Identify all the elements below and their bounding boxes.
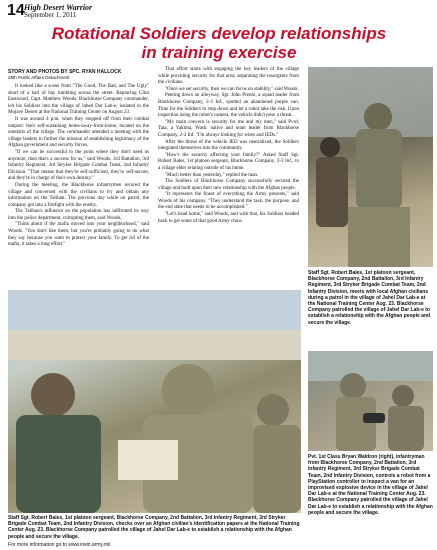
footer-link-text: For more information go to www.irwin.army.mil xyxy=(8,542,111,548)
paragraph: "Once we set security, then we can focus on stability," said Woods. xyxy=(165,86,299,92)
paragraph: It looked like a scene from "The Good, The Bad, and The Ugly" short of a ball of hay tumbling across the street. Replacing Clint Eastwood, Capt. Matthew Woods, Blackhorse Company commander, led his Soldiers into the village of Jahed Dar Lab-e, isolated in the Mojave Desert at the National Training Center on August 23. xyxy=(8,84,149,116)
paragraph: "It represents the finest of everything the Army presents," said Woods of his company. "They understand the task, the purpose, and the end state that needs to be accomplished." xyxy=(158,192,299,211)
headline-line-2: in training exercise xyxy=(141,43,297,62)
soldier-with-controller-icon xyxy=(308,351,433,451)
paragraph: "My main concern is security for me and my men," said Pvrd. Tata, a Yakima, Wash. native and team leader from Blackhorse Company, 2-3 Inf. "I'm always looking for wires and IEDs." xyxy=(158,119,299,138)
photo-checking-id-papers xyxy=(8,290,301,513)
publication-date: September 1, 2011 xyxy=(24,11,77,19)
paragraph: The Soldiers of Blackhorse Company successfully secured the village and built upon their new relationship with the Afghan people. xyxy=(158,179,299,191)
paragraph: The Taliban's influence on the population has infiltrated its way into the police department, corrupting them, said Woods. xyxy=(8,209,149,221)
soldier-figure-icon xyxy=(308,67,433,267)
photo-caption: Staff Sgt. Robert Bales, 1st platoon sergeant, Blackhorse Company, 2nd Battalion, 3rd Infantry Regiment, 3rd Stryker Brigade Combat Team, 2nd Infantry Division, checks over an Afghan civilian's identification papers at the National Training Center Aug. 23. Blackhorse Company patrolled the village of Jahel Dar Lab-e to establish a relationship with the Afghan people and secure the village. xyxy=(8,515,300,540)
article-column-1 xyxy=(8,84,149,249)
paragraph: "Much better than yesterday," replied the man. xyxy=(165,172,259,178)
paragraph: It was around 4 p.m. when they stopped off from their combat outpost: their self-sustaining home-away-from-home, located on the outskirts of the village. The commander attended a meeting with the village leaders to further the mission of establishing legitimacy of the Afghan government and security forces. xyxy=(8,116,149,149)
paragraph: "Let's head home," said Woods, and with that, his Soldiers headed back to get some of that good Army chow. xyxy=(158,212,299,224)
photo-soldier-with-civilians xyxy=(308,67,433,267)
soldiers-scene-icon xyxy=(8,290,301,513)
paragraph: Peering down an alleyway, Sgt. John Prento, a squad leader from Blackhorse Company, 2-3 Inf., spotted an abandoned purple van. Time for the Soldiers to stop down and let a robot take the risk. Upon inspection using the robot's camera, the vehicle didn't pose a threat. xyxy=(158,93,299,119)
byline-unit: 28th Public Affairs Detachment xyxy=(8,75,70,80)
article-column-2 xyxy=(158,67,299,225)
headline-line-1: Rotational Soldiers develop relationships xyxy=(51,24,387,43)
publication-name: High Desert Warrior xyxy=(24,3,93,12)
paragraph: That effort starts with engaging the key leaders of the village while providing security for that area; separating the insurgents from the civilians. xyxy=(158,67,299,86)
page-number: 14 xyxy=(7,2,25,19)
paragraph: After the threat of the vehicle IED was neutralized, the Soldiers integrated themselves into the community. xyxy=(158,139,299,152)
photo-caption: Staff Sgt. Robert Bales, 1st platoon sergeant, Blackhorse Company, 2nd Battalion, 3rd Infantry Regiment, 3rd Stryker Brigade Combat Team, 2nd Infantry Division, meets with local Afghan civilians during a patrol in the village of Jahel Dar Lab-e at the National Training Center Aug. 23. Blackhorse Company patrolled the village of Jahel Dar Lab-e to establish a relationship with the Afghan people and secure the village. xyxy=(308,270,431,326)
photo-caption: Pvt. 1st Class Bryan Waldron (right), infantryman from Blackhorse Company, 2nd Battalion, 3rd Infantry Regiment, 3rd Stryker Brigade Combat Team, 2nd Infantry Division, controls a robot from a PlayStation controller to inspect a van for an improvised explosive device in the village of Jahel Dar Lab-e at the National Training Center Aug. 23. Blackhorse Company patrolled the village of Jahel Dar Lab-e to establish a relationship with the Afghan people and secure the village. xyxy=(308,454,433,516)
paragraph: "How's the security affecting your family?" Asked Staff Sgt. Robert Bales, 1st platoon sergeant, Blackhorse Company, 2-3 Inf., to a village elder relating outside of his home. xyxy=(158,152,299,171)
paragraph: "If we can be successful to the point where they don't need us anymore, then that's a success for us," said Woods, 3rd Battalion, 3rd Infantry Regiment, 3rd Stryker Brigade Combat Team, 2nd Infantry Division. "That means that they're self-sufficient, they're self-secure, and they're in charge of their own destiny." xyxy=(8,149,149,182)
photo-robot-controller xyxy=(308,351,433,451)
byline: STORY AND PHOTOS BY SPC. RYAN HALLOCK xyxy=(8,69,122,75)
paragraph: "Think about if the mafia moved into your neighborhood," said Woods. "You don't like them, but you're probably going to do what they say because you want to protect your family. To get rid of the mafia, it takes a long effort." xyxy=(8,222,149,248)
paragraph: During the meeting, the Blackhorse infantrymen secured the village and conversed with the civilians to try and obtain any information on the Taliban. The previous day while on patrol, the company got into a firefight with the enemy. xyxy=(8,182,149,208)
headline xyxy=(10,24,428,62)
page-header xyxy=(7,3,207,21)
